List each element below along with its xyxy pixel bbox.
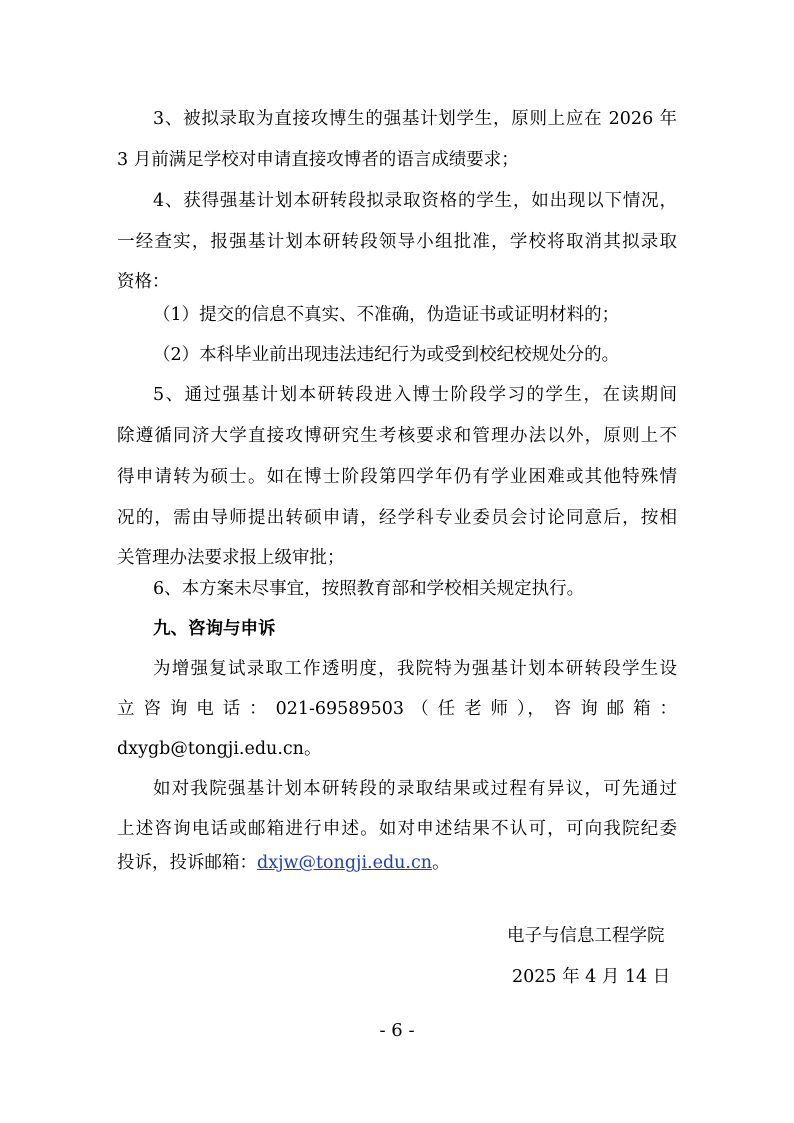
page-number: - 6 -: [379, 1020, 415, 1041]
complaint-email-link[interactable]: dxjw@tongji.edu.cn: [257, 853, 433, 873]
appeal-line-2: 上述咨询电话或邮箱进行申述。如对申述结果不认可，可向我院纪委: [117, 819, 677, 839]
paragraph-6-line-1: 6、本方案未尽事宜，按照教育部和学校相关规定执行。: [153, 579, 585, 599]
paragraph-4-line-2: 一经查实，报强基计划本研转段领导小组批准，学校将取消其拟录取: [117, 232, 677, 252]
paragraph-5-line-3: 得申请转为硕士。如在博士阶段第四学年仍有学业困难或其他特殊情: [117, 467, 677, 487]
paragraph-5-line-2: 除遵循同济大学直接攻博研究生考核要求和管理办法以外，原则上不: [117, 426, 677, 446]
paragraph-4-line-1: 4、获得强基计划本研转段拟录取资格的学生，如出现以下情况，: [153, 191, 677, 211]
section-heading: 九、咨询与申诉: [153, 619, 276, 639]
paragraph-3-line-2: 3 月前满足学校对申请直接攻博者的语言成绩要求；: [117, 150, 519, 170]
complaint-prefix: 投诉，投诉邮箱：: [117, 853, 257, 873]
paragraph-3-line-1: 3、被拟录取为直接攻博生的强基计划学生，原则上应在 2026 年: [153, 109, 677, 129]
signature-organization: 电子与信息工程学院: [507, 926, 665, 946]
paragraph-4-line-3: 资格：: [117, 272, 170, 292]
complaint-suffix: 。: [432, 853, 450, 873]
paragraph-5-line-1: 5、通过强基计划本研转段进入博士阶段学习的学生，在读期间: [153, 385, 677, 405]
list-item-1: （1）提交的信息不真实、不准确，伪造证书或证明材料的；: [153, 305, 620, 325]
appeal-line-3: [117, 852, 677, 874]
paragraph-5-line-4: 况的，需由导师提出转硕申请，经学科专业委员会讨论同意后，按相: [117, 508, 677, 528]
signature-date: 2025 年 4 月 14 日: [512, 967, 671, 987]
paragraph-5-line-5: 关管理办法要求报上级审批；: [117, 548, 345, 568]
consult-email-line: dxygb@tongji.edu.cn。: [117, 739, 322, 759]
consult-line-1: 为增强复试录取工作透明度，我院特为强基计划本研转段学生设: [153, 659, 677, 679]
appeal-line-1: 如对我院强基计划本研转段的录取结果或过程有异议，可先通过: [153, 779, 677, 799]
consult-line-2: 立 咨 询 电 话 ： 021-69589503 （ 任 老 师 ）， 咨 询 邮 箱 ：: [117, 699, 677, 719]
list-item-2: （2）本科毕业前出现违法违纪行为或受到校纪校规处分的。: [153, 345, 620, 365]
